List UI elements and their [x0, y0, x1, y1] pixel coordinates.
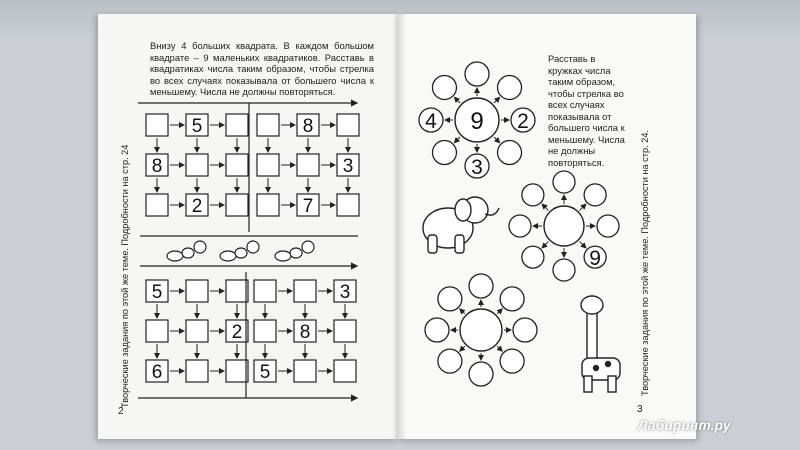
grid-cell [294, 360, 316, 382]
flower-outer-circle [432, 141, 456, 165]
right-side-note: Творческие задания по этой же теме. Подробности на стр. 24. [640, 130, 650, 396]
grid-cell-number: 5 [259, 362, 271, 383]
ants-illustration [167, 241, 314, 261]
grid-cell-number: 5 [191, 116, 203, 137]
grid-cell-number: 2 [191, 196, 203, 217]
grid-cell [226, 280, 248, 302]
flower-outer-number: 2 [517, 110, 529, 133]
grid-cell-number: 8 [299, 322, 311, 343]
flower-arrow [494, 137, 500, 143]
number-grid [254, 280, 356, 383]
watermark-logo: Лабиринт.ру [638, 417, 731, 433]
grid-cell-number: 7 [302, 196, 314, 217]
flower-outer-circle [425, 318, 449, 342]
flower-arrow [580, 204, 586, 210]
flower-outer-circle [584, 184, 606, 206]
flower-outer-circle [500, 349, 524, 373]
flower-center-circle [544, 206, 584, 246]
grid-cell [334, 320, 356, 342]
flower-arrow [454, 137, 460, 143]
flower-center-circle [460, 309, 502, 351]
grid-cell [186, 280, 208, 302]
grid-cell-number: 3 [339, 282, 351, 303]
grid-cell [334, 360, 356, 382]
grid-cell [226, 154, 248, 176]
grid-cell-number: 2 [231, 322, 243, 343]
flower-arrow [497, 309, 502, 314]
grid-cell [226, 360, 248, 382]
grid-cell-number: 3 [342, 156, 354, 177]
grid-cell [294, 280, 316, 302]
grid-cell [146, 114, 168, 136]
number-flower [425, 274, 537, 386]
left-side-note: Творческие задания по этой же теме. Подробности на стр. 24 [120, 144, 130, 408]
grid-cell [186, 154, 208, 176]
flower-arrow [542, 204, 548, 210]
flower-outer-circle [465, 62, 489, 86]
flower-outer-circle [432, 75, 456, 99]
flower-arrow [542, 242, 548, 248]
right-page-number: 3 [637, 404, 643, 415]
elephant-illustration [423, 197, 499, 253]
flower-outer-circle [513, 318, 537, 342]
grid-cell-number: 6 [151, 362, 163, 383]
grid-cell [186, 360, 208, 382]
flower-arrow [460, 346, 465, 351]
flower-outer-number: 4 [425, 110, 437, 133]
grid-cell-number: 8 [302, 116, 314, 137]
flower-outer-number: 3 [471, 156, 483, 179]
flower-arrow [454, 97, 460, 103]
grid-cell [257, 114, 279, 136]
flower-outer-circle [553, 259, 575, 281]
grid-cell [146, 194, 168, 216]
right-instruction: Расставь в кружках числа таким образом, чтобы стрелка во всех случаях показывала от большего числа к меньшему. Числа не должны повторяться. [548, 53, 625, 168]
flower-arrow [494, 97, 500, 103]
flower-outer-circle [438, 287, 462, 311]
left-page-number: 2 [118, 406, 124, 417]
grid-cell [226, 114, 248, 136]
grid-cell [146, 320, 168, 342]
flower-outer-circle [498, 75, 522, 99]
giraffe-illustration [581, 296, 620, 392]
grid-cell [297, 154, 319, 176]
flower-outer-circle [469, 274, 493, 298]
number-grid [257, 114, 359, 217]
grid-cell [254, 320, 276, 342]
grid-cell [186, 320, 208, 342]
flower-outer-circle [469, 362, 493, 386]
flower-outer-circle [500, 287, 524, 311]
grid-cell [254, 280, 276, 302]
flower-arrow [580, 242, 586, 248]
flower-arrow [497, 346, 502, 351]
number-grid [146, 280, 248, 383]
grid-cell [226, 194, 248, 216]
flower-outer-number: 9 [589, 247, 601, 271]
grid-cell [257, 154, 279, 176]
left-instruction: Внизу 4 больших квадрата. В каждом большом квадрате – 9 маленьких квадратиков. Расставь в квадратиках числа таким образом, чтобы стрелка во всех случаях показывала от большего числа к меньшему. Числа не должны повторяться. [150, 40, 374, 97]
number-flower [419, 62, 535, 179]
flower-outer-circle [597, 215, 619, 237]
flower-outer-circle [522, 184, 544, 206]
grid-cell [257, 194, 279, 216]
grid-cell [337, 194, 359, 216]
flower-outer-circle [498, 141, 522, 165]
flower-outer-circle [509, 215, 531, 237]
flower-outer-circle [522, 246, 544, 268]
flower-outer-circle [553, 171, 575, 193]
flower-outer-circle [438, 349, 462, 373]
grid-cell-number: 5 [151, 282, 163, 303]
number-grid [146, 114, 248, 217]
flower-arrow [460, 309, 465, 314]
flower-center-number: 9 [470, 108, 484, 135]
number-flower [509, 171, 619, 281]
grid-cell-number: 8 [151, 156, 163, 177]
grid-cell [337, 114, 359, 136]
